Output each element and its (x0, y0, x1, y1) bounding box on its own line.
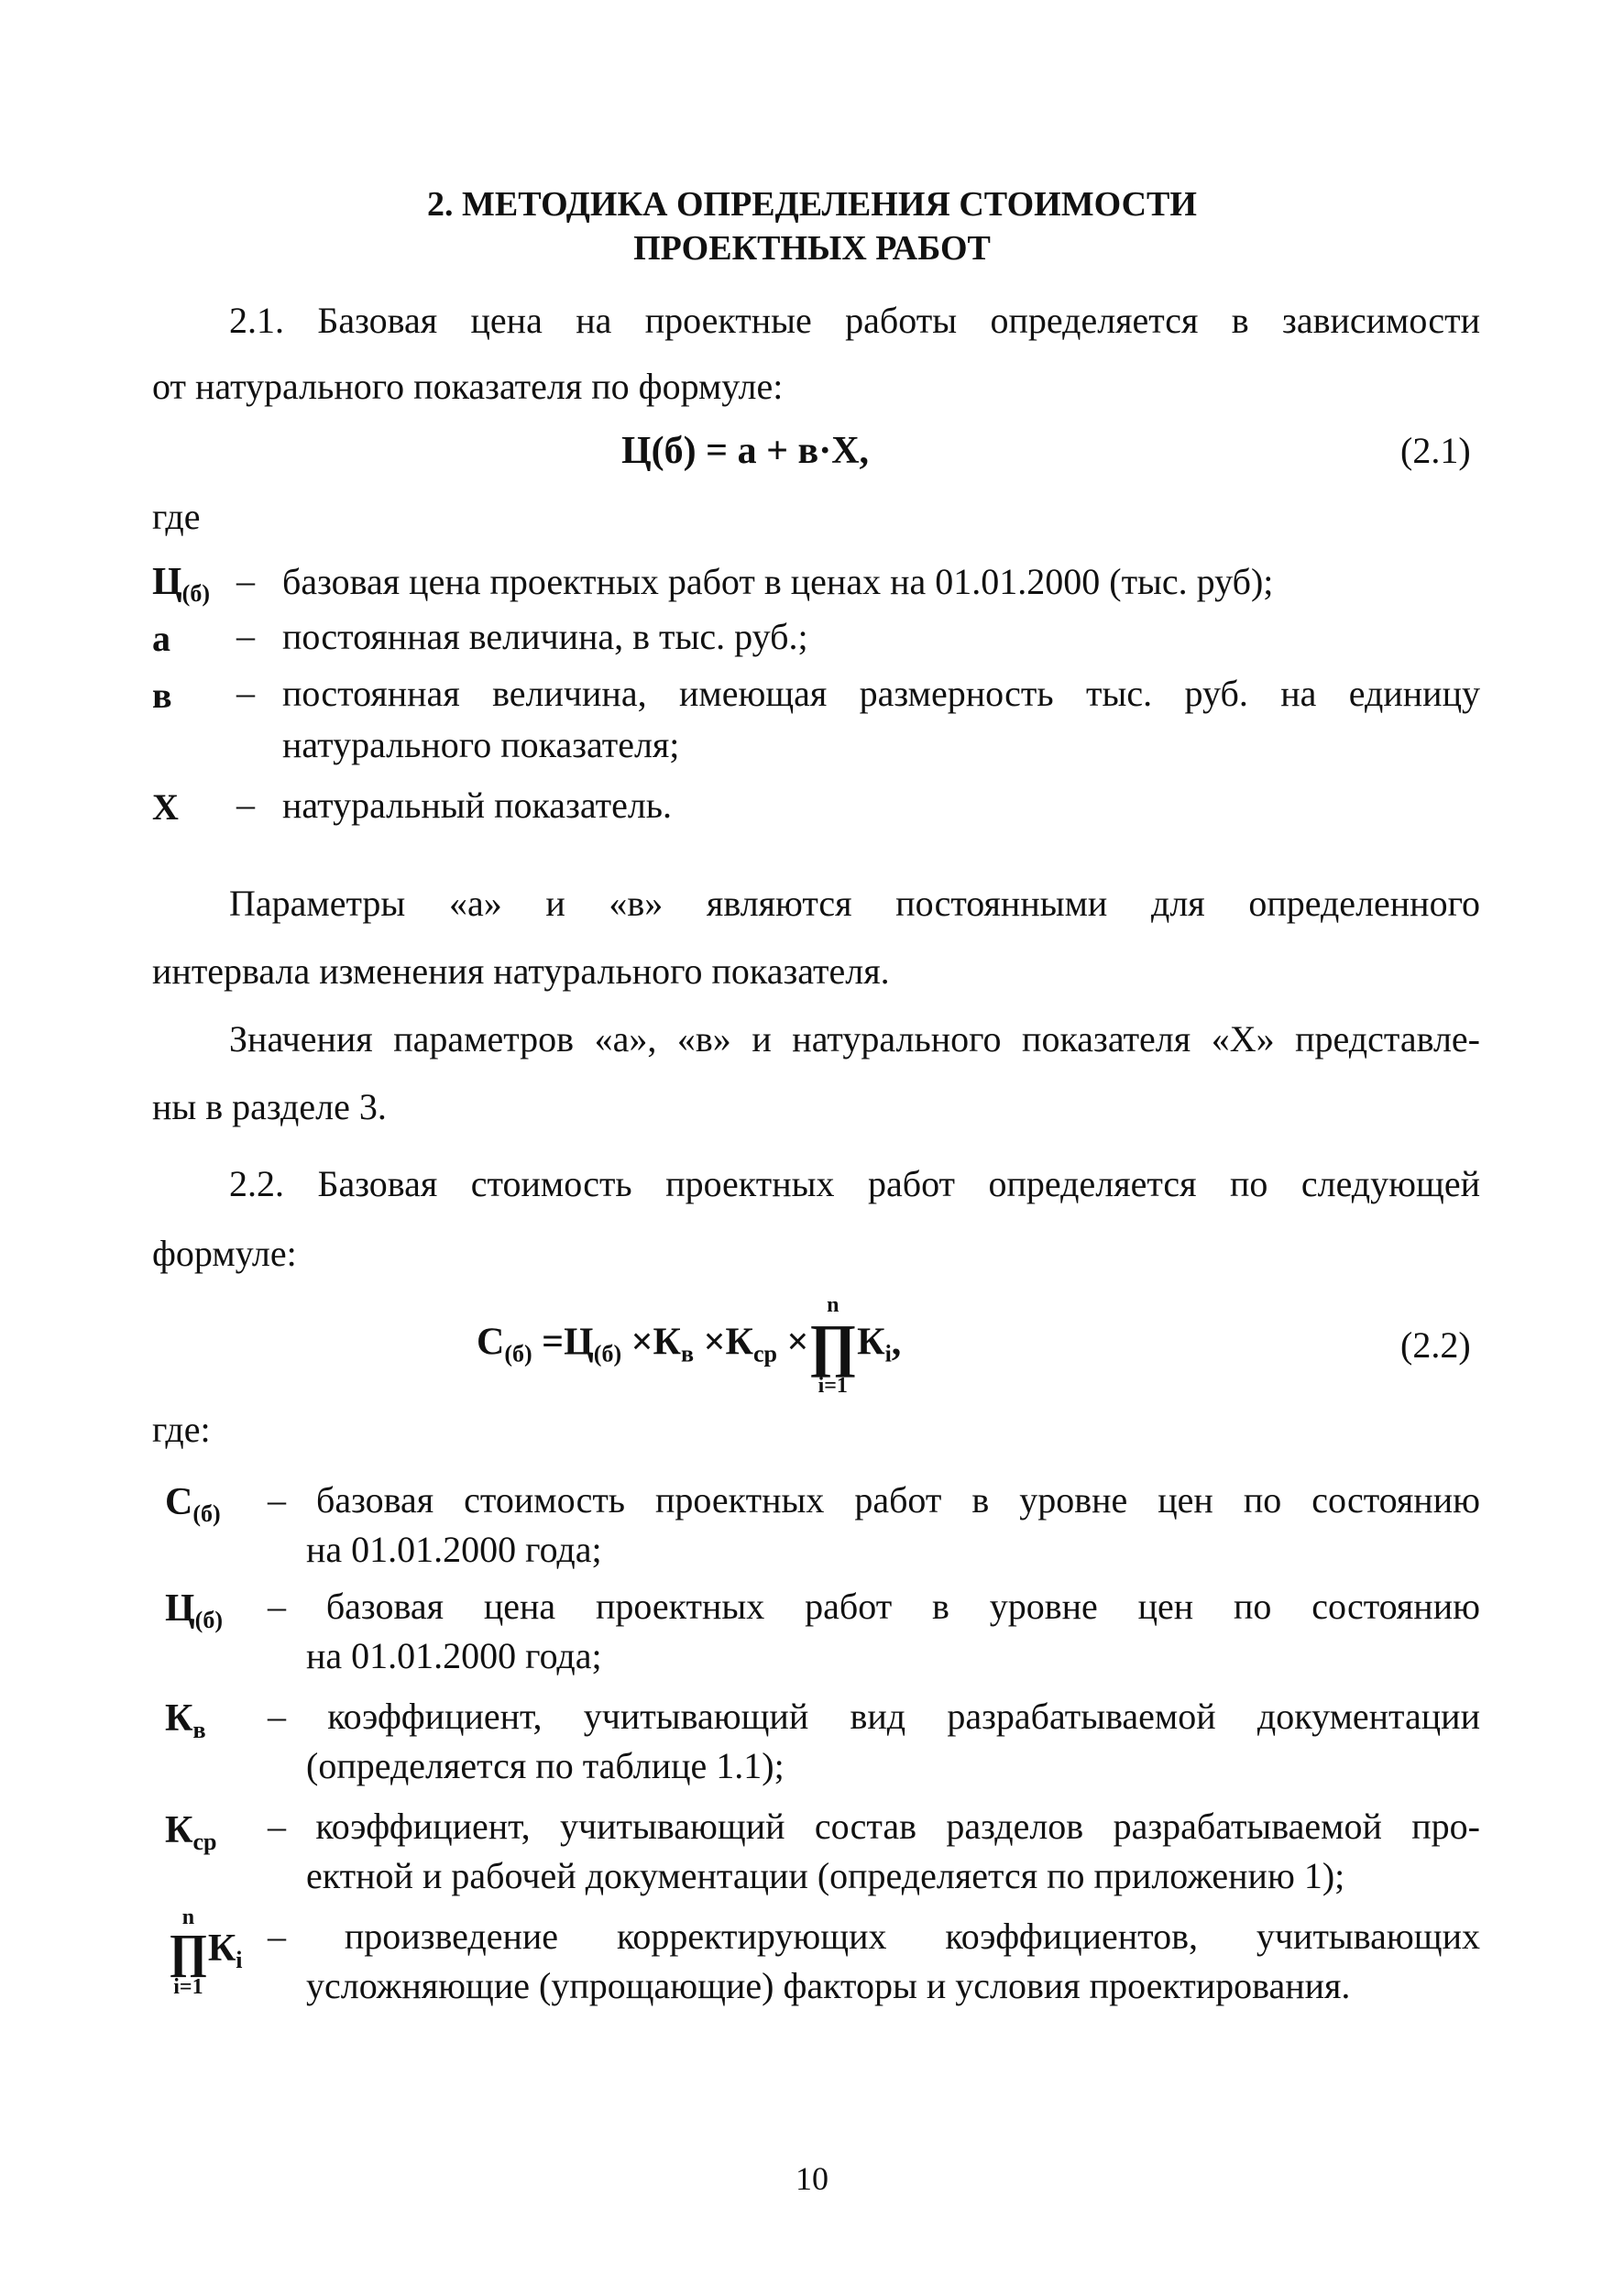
def-text-price: базовая цена проектных работ в ценах на 01.01.2000 (тыс. руб); (282, 561, 1274, 602)
def-text-v-line2: натурального показателя; (282, 724, 680, 765)
def-symbol-price: $Ц_{(б)}$ (152, 561, 210, 607)
def-kcp-line1: – коэффициент, учитывающий состав разделов разрабатываемой про- (268, 1806, 1480, 1847)
def-symbol-kv: $К_в$ (165, 1697, 206, 1743)
def-text-x: натуральный показатель. (282, 785, 673, 826)
def-symbol-a: а (152, 618, 170, 659)
para-2-2-line2: формуле: (152, 1233, 297, 1274)
def-text-a: постоянная величина, в тыс. руб.; (282, 616, 808, 657)
def-product-line2: усложняющие (упрощающие) факторы и условия проектирования. (306, 1965, 1351, 2006)
section-heading-line2: ПРОЕКТНЫХ РАБОТ (633, 229, 991, 268)
formula-2-2: $С_{(б)} =Ц_{(б)} \times К_в \times К_{ср}$ × n ∏ i=1 $К_i$, (477, 1293, 902, 1398)
page-number: 10 (796, 2160, 828, 2197)
def-kv-line1: – коэффициент, учитывающий вид разрабатываемой документации (268, 1696, 1480, 1737)
para-params-line2: интервала изменения натурального показателя. (152, 950, 890, 992)
section-heading-line1: 2. МЕТОДИКА ОПРЕДЕЛЕНИЯ СТОИМОСТИ (427, 185, 1197, 224)
def-symbol-v: в (152, 675, 172, 716)
para-values-line2: ны в разделе 3. (152, 1086, 387, 1127)
para-values-line1: Значения параметров «а», «в» и натурального показателя «Х» представле- (229, 1018, 1480, 1060)
def-cost-line2: на 01.01.2000 года; (306, 1529, 602, 1570)
def-dash: – (236, 672, 255, 713)
def-product-line1: – произведение корректирующих коэффициентов, учитывающих (268, 1916, 1480, 1957)
def-kv-line2: (определяется по таблице 1.1); (306, 1745, 785, 1786)
formula-2-1 (621, 429, 869, 473)
def-dash: – (236, 615, 255, 656)
def-symbol-x: Х (152, 786, 179, 828)
def-price-line1: – базовая цена проектных работ в уровне цен по состоянию (268, 1586, 1480, 1627)
def-symbol-price-2: $Ц_{(б)}$ (165, 1587, 223, 1633)
def-text-v-line1: постоянная величина, имеющая размерность тыс. руб. на единицу (282, 673, 1480, 714)
product-symbol: n ∏ i=1 (808, 1293, 858, 1398)
where-label-2: где: (152, 1409, 211, 1450)
def-dash: – (236, 560, 255, 601)
def-dash: – (236, 784, 255, 825)
product-symbol: n ∏ i=1 (169, 1905, 208, 1999)
formula-2-1-text: Ц(б) = а + в·Х, (621, 430, 870, 472)
def-symbol-kcp: $К_{ср}$ (165, 1809, 217, 1855)
def-kcp-line2: ектной и рабочей документации (определяется по приложению 1); (306, 1855, 1345, 1896)
where-label-1: где (152, 496, 201, 537)
def-cost-line1: – базовая стоимость проектных работ в уровне цен по состоянию (268, 1479, 1480, 1521)
def-price-line2: на 01.01.2000 года; (306, 1635, 602, 1676)
para-params-line1: Параметры «а» и «в» являются постоянными для определенного (229, 883, 1480, 924)
para-2-1-line2: от натурального показателя по формуле: (152, 366, 784, 407)
para-2-2-line1: 2.2. Базовая стоимость проектных работ определяется по следующей (229, 1163, 1480, 1204)
equation-number-2-1: (2.1) (1400, 430, 1471, 471)
para-2-1-line1: 2.1. Базовая цена на проектные работы определяется в зависимости (229, 300, 1480, 341)
equation-number-2-2: (2.2) (1400, 1324, 1471, 1366)
def-symbol-cost: $С_{(б)}$ (165, 1481, 221, 1527)
def-symbol-product: n ∏ i=1 $К_i$ (169, 1905, 243, 1999)
